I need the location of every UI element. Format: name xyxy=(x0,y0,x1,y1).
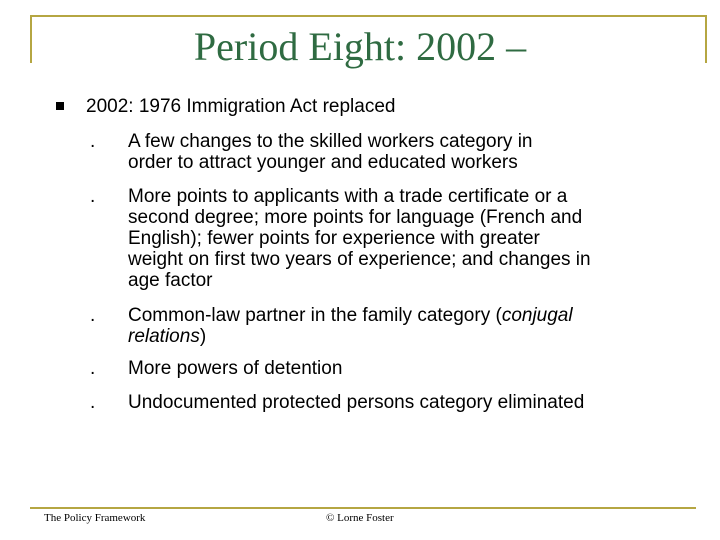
sub-bullet-line: A few changes to the skilled workers category in xyxy=(128,131,533,152)
plain-text: ) xyxy=(199,326,207,347)
sub-bullet-marker: . xyxy=(90,392,96,413)
sub-bullet-marker: . xyxy=(90,358,96,379)
sub-bullet-line xyxy=(128,326,673,347)
slide-title: Period Eight: 2002 – xyxy=(193,24,527,69)
sub-bullet-text xyxy=(128,358,673,379)
plain-text: Common-law partner in the family category ( xyxy=(128,305,502,326)
italic-text: relations xyxy=(128,326,200,347)
sub-bullet-text xyxy=(128,305,673,347)
sub-bullet-marker: . xyxy=(90,131,96,152)
sub-bullet-text xyxy=(128,186,673,291)
sub-bullet-line: weight on first two years of experience; and changes in xyxy=(128,249,591,270)
sub-bullet-line: Undocumented protected persons category eliminated xyxy=(128,392,585,413)
main-bullet-text: 2002: 1976 Immigration Act replaced xyxy=(86,96,396,117)
sub-bullet-line: More points to applicants with a trade certificate or a xyxy=(128,186,568,207)
sub-bullet-line: English); fewer points for experience with greater xyxy=(128,228,540,249)
sub-bullet-line: age factor xyxy=(128,270,213,291)
footer-left: The Policy Framework xyxy=(44,512,146,524)
italic-text: conjugal xyxy=(501,305,573,326)
sub-bullet-line: More powers of detention xyxy=(128,358,343,379)
sub-bullet-line xyxy=(128,305,673,326)
sub-bullet-text xyxy=(128,392,673,413)
sub-bullet-marker: . xyxy=(90,186,96,207)
frame-top-line xyxy=(30,15,706,17)
footer-right: © Lorne Foster xyxy=(326,512,394,524)
frame-bottom-line xyxy=(30,507,696,509)
sub-bullet-text xyxy=(128,131,673,173)
square-bullet-icon xyxy=(56,102,64,110)
sub-bullet-marker: . xyxy=(90,305,96,326)
sub-bullet-line: second degree; more points for language (French and xyxy=(128,207,583,228)
sub-bullet-line: order to attract younger and educated workers xyxy=(128,152,518,173)
